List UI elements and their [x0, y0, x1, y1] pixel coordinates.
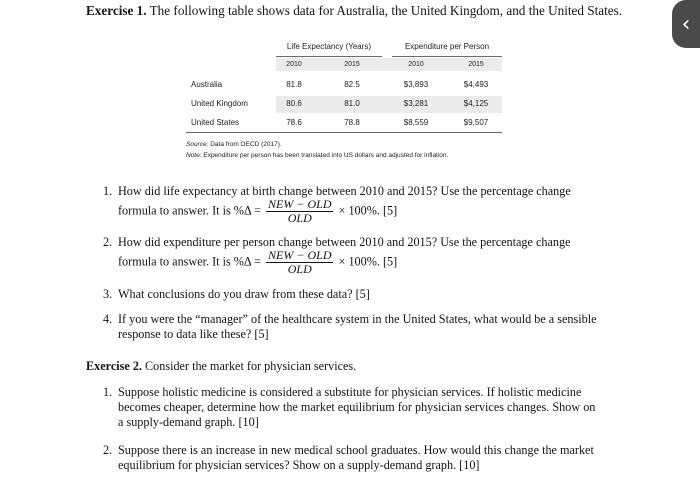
table-cell: $3,893 [403, 80, 429, 89]
question-number: 2. [103, 235, 113, 249]
table-cell: $4,493 [463, 80, 489, 89]
table-cell: 81.0 [344, 99, 360, 108]
table-cell: 82.5 [344, 80, 360, 89]
table-cell: 81.8 [286, 80, 302, 89]
question-text: a supply-demand graph. [10] [118, 415, 259, 429]
table-cell: 78.6 [286, 118, 302, 127]
exercise-1-intro: The following table shows data for Australia, the United Kingdom, and the United States. [149, 3, 623, 18]
exercise-1-label: Exercise 1. [86, 3, 147, 18]
chevron-left-icon: ‹ [681, 11, 691, 37]
year-header: 2015 [468, 61, 484, 68]
question-number: 2. [103, 443, 113, 457]
table-bottom-rule [186, 132, 502, 133]
formula-prefix: formula to answer. It is %Δ = [118, 254, 261, 269]
fraction-denominator: OLD [287, 211, 312, 225]
formula-prefix: formula to answer. It is %Δ = [118, 203, 261, 218]
source-text: Data from OECD (2017). [210, 141, 282, 148]
question-text: response to data like these? [5] [118, 327, 269, 341]
year-header: 2015 [344, 61, 360, 68]
rule-life [276, 56, 382, 57]
year-header: 2010 [408, 61, 424, 68]
rule-expenditure [392, 56, 502, 57]
table-note [186, 152, 448, 159]
formula-suffix: × 100%. [5] [338, 203, 398, 218]
table-cell: $8,559 [403, 118, 429, 127]
question-text: Suppose there is an increase in new medical school graduates. How would this change the market [118, 443, 594, 457]
table-cell: $3,281 [403, 99, 429, 108]
question-text: If you were the “manager” of the healthcare system in the United States, what would be a sensible [118, 312, 597, 326]
note-text: Expenditure per person has been translated into US dollars and adjusted for inflation. [203, 152, 449, 159]
source-label: Source: [186, 141, 209, 148]
fraction-numerator: NEW − OLD [268, 197, 332, 211]
formula-suffix: × 100%. [5] [338, 254, 398, 269]
exercise-1-heading [86, 3, 622, 19]
group-header-expenditure: Expenditure per Person [404, 42, 490, 51]
percent-change-fraction [266, 198, 333, 225]
question-formula-line [118, 249, 397, 276]
question-number: 4. [103, 312, 113, 326]
exercise-2-label: Exercise 2. [86, 359, 142, 373]
fraction-denominator: OLD [287, 262, 312, 276]
question-number: 3. [103, 287, 113, 301]
percent-change-fraction [266, 249, 333, 276]
table-cell: 80.6 [286, 99, 302, 108]
question-text: What conclusions do you draw from these data? [5] [118, 287, 370, 301]
exercise-2-heading [86, 359, 356, 375]
question-text: How did expenditure per person change between 2010 and 2015? Use the percentage change [118, 235, 571, 249]
question-text: How did life expectancy at birth change between 2010 and 2015? Use the percentage change [118, 184, 571, 198]
question-text: becomes cheaper, determine how the market equilibrium for physician services changes. Show on [118, 400, 596, 414]
group-header-life: Life Expectancy (Years) [286, 42, 372, 51]
question-number: 1. [103, 184, 113, 198]
exercise-2-intro: Consider the market for physician services. [145, 359, 357, 373]
question-text: Suppose holistic medicine is considered a substitute for physician services. If holistic medicine [118, 385, 582, 399]
table-cell: 78.8 [344, 118, 360, 127]
row-label-united-kingdom: United Kingdom [191, 99, 248, 108]
year-header: 2010 [286, 61, 302, 68]
question-text: equilibrium for physician services? Show on a supply-demand graph. [10] [118, 458, 480, 472]
table-cell: $4,125 [463, 99, 489, 108]
fraction-numerator: NEW − OLD [268, 248, 332, 262]
question-formula-line [118, 198, 397, 225]
question-number: 1. [103, 385, 113, 399]
back-chevron-button[interactable] [672, 0, 700, 48]
row-label-australia: Australia [191, 80, 223, 89]
row-label-united-states: United States [191, 118, 240, 127]
note-label: Note: [186, 152, 202, 159]
table-cell: $9,507 [463, 118, 489, 127]
table-source [186, 141, 282, 148]
